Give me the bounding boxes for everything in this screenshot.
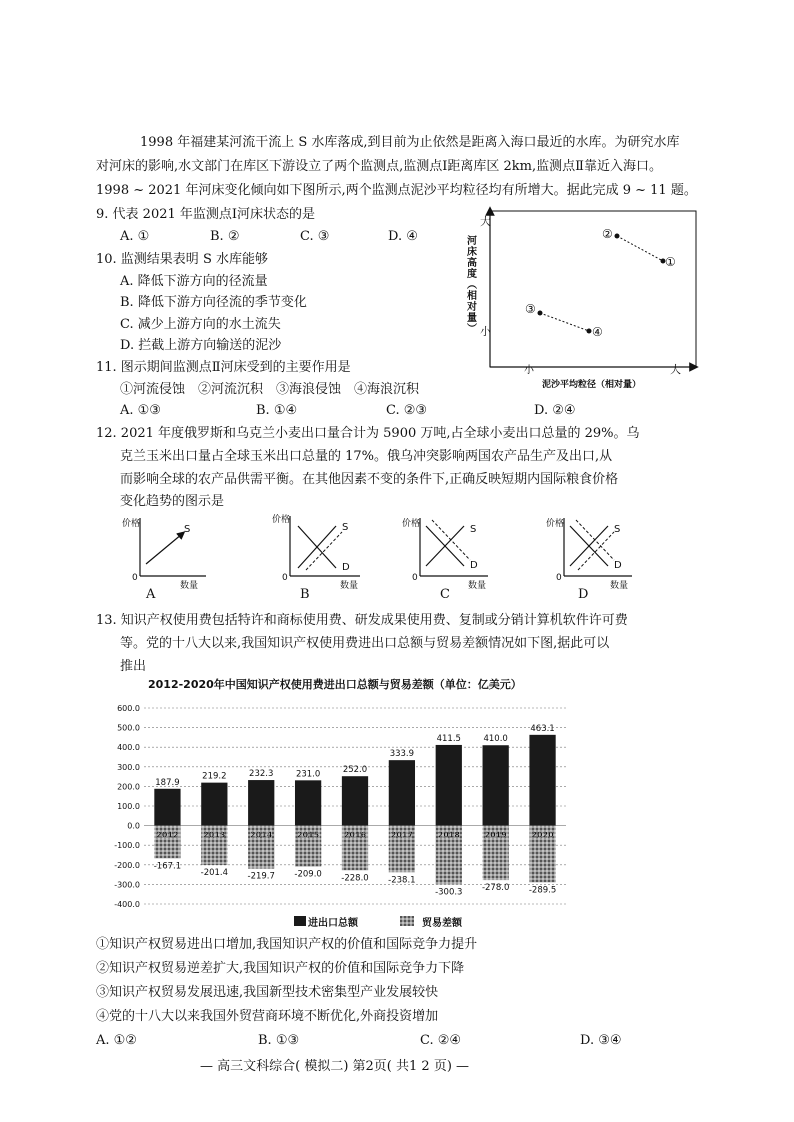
graph-a-letter: A: [146, 587, 156, 602]
q10-option-a: A. 降低下游方向的径流量: [120, 274, 268, 289]
y-tick-label: -400.0: [114, 900, 140, 909]
x-axis-left-label: 小: [524, 365, 534, 376]
y-tick-label: 500.0: [117, 723, 140, 733]
data-label-balance: -219.7: [247, 871, 275, 882]
data-label-total: 232.3: [249, 769, 274, 780]
q13-line-2: 等。党的十八大以来,我国知识产权使用费进出口总额与贸易差额情况如下图,据此可以: [120, 636, 610, 651]
graph-c-price-label: 价格: [402, 519, 421, 529]
q13-option-c: C. ②④: [420, 1033, 462, 1048]
graph-d-letter: D: [578, 587, 589, 602]
river-bed-figure: [462, 205, 702, 395]
graph-b-price-label: 价格: [272, 515, 291, 525]
y-axis-label: 河床高度（相对量）: [464, 235, 476, 334]
legend-balance-label: 贸易差额: [422, 918, 462, 929]
graph-a-origin: 0: [132, 573, 138, 583]
graph-d-price-label: 价格: [546, 519, 565, 529]
category-label: 2013: [203, 830, 226, 840]
category-label: 2017: [390, 830, 414, 840]
q10-option-d: D. 拦截上游方向输送的泥沙: [120, 338, 282, 353]
q13-option-d: D. ③④: [580, 1033, 622, 1048]
q13-line-1: 13. 知识产权使用费包括特许和商标使用费、研发成果使用费、复制或分销计算机软件许可费: [96, 613, 628, 628]
point-3-label: ③: [525, 302, 536, 316]
legend-swatch-total: [294, 916, 306, 926]
bar-total-2018: [436, 745, 462, 826]
data-label-balance: -201.4: [200, 868, 229, 879]
data-label-balance: -209.0: [294, 869, 322, 880]
data-label-balance: -238.1: [388, 875, 416, 886]
q9-option-d: D. ④: [388, 229, 418, 244]
category-label: 2019: [484, 830, 507, 840]
category-label: 2012: [156, 830, 179, 840]
intro-line-3: 1998 ~ 2021 年河床变化倾向如下图所示,两个监测点泥沙平均粒径均有所增大。据此完成 9 ~ 11 题。: [96, 183, 697, 198]
q11-items: ①河流侵蚀 ②河流沉积 ③海浪侵蚀 ④海浪沉积: [120, 382, 420, 397]
legend-total-label: 进出口总额: [308, 918, 358, 929]
data-label-total: 463.1: [530, 723, 555, 734]
y-tick-label: 100.0: [117, 802, 140, 811]
supply-demand-graphs: [118, 512, 638, 598]
x-axis-right-label: 大: [670, 363, 681, 376]
data-label-total: 333.9: [389, 749, 415, 760]
data-label-total: 187.9: [155, 777, 180, 788]
graph-c-origin: 0: [412, 573, 418, 583]
graph-d-d-label: D: [614, 560, 622, 571]
graph-b-d-label: D: [342, 562, 350, 573]
q13-line-3: 推出: [120, 659, 147, 674]
bar-total-2019: [483, 745, 509, 825]
data-label-total: 252.0: [342, 765, 368, 776]
point-2-label: ②: [602, 227, 613, 241]
chart-legend: [294, 916, 463, 929]
legend-swatch-balance: [400, 916, 414, 926]
graph-a-quantity-label: 数量: [180, 581, 199, 591]
y-tick-label: -100.0: [114, 841, 140, 851]
data-label-balance: -228.0: [341, 873, 369, 884]
q10-option-b: B. 降低下游方向径流的季节变化: [120, 295, 307, 310]
q11-stem: 11. 图示期间监测点Ⅱ河床受到的主要作用是: [96, 360, 351, 375]
q13-statement-1: ①知识产权贸易进出口增加,我国知识产权的价值和国际竞争力提升: [96, 937, 478, 952]
category-label: 2014: [250, 830, 273, 840]
intro-line-1: 1998 年福建某河流干流上 S 水库落成,到目前为止依然是距离入海口最近的水库。为研究水库: [140, 135, 680, 150]
trade-bar-chart: [96, 676, 586, 934]
graph-a-s-label: S: [184, 524, 191, 535]
q13-statement-3: ③知识产权贸易发展迅速,我国新型技术密集型产业发展较快: [96, 985, 439, 1000]
y-tick-label: -300.0: [114, 880, 140, 890]
q13-statement-2: ②知识产权贸易逆差扩大,我国知识产权的价值和国际竞争力下降: [96, 961, 465, 976]
y-tick-label: 300.0: [117, 762, 140, 772]
data-label-total: 231.0: [295, 769, 321, 780]
graph-c-letter: C: [440, 587, 450, 602]
y-tick-label: -200.0: [114, 860, 140, 870]
data-label-balance: -289.5: [528, 885, 557, 896]
graph-c-quantity-label: 数量: [468, 581, 487, 591]
data-label-total: 219.2: [202, 771, 227, 782]
bar-total-2014: [248, 780, 274, 826]
q9-option-b: B. ②: [210, 229, 240, 244]
graph-b: [272, 513, 360, 591]
graph-c-d-label: D: [470, 560, 478, 571]
q11-option-a: A. ①③: [120, 403, 161, 418]
q9-option-c: C. ③: [300, 229, 330, 244]
q13-option-a: A. ①②: [96, 1033, 137, 1048]
bar-total-2017: [389, 760, 415, 825]
graph-d-origin: 0: [556, 573, 562, 583]
category-label: 2015: [296, 830, 320, 840]
q12-line-1: 12. 2021 年度俄罗斯和乌克兰小麦出口量合计为 5900 万吨,占全球小麦出口总量的 29%。乌: [96, 426, 640, 441]
q11-option-d: D. ②④: [534, 403, 576, 418]
data-label-balance: -167.1: [153, 861, 182, 872]
q9-option-a: A. ①: [120, 229, 150, 244]
q12-line-4: 变化趋势的图示是: [120, 494, 225, 509]
data-label-balance: -278.0: [481, 883, 510, 894]
graph-d-s-label: S: [614, 524, 621, 535]
page-footer: — 高三文科综合( 模拟二) 第2页( 共1 2 页) —: [200, 1059, 470, 1074]
q9-stem: 9. 代表 2021 年监测点Ⅰ河床状态的是: [96, 207, 316, 222]
q12-line-3: 而影响全球的农产品供需平衡。在其他因素不变的条件下,正确反映短期内国际粮食价格: [120, 472, 619, 487]
data-label-total: 411.5: [436, 733, 461, 744]
data-label-balance: -300.3: [435, 887, 463, 898]
y-tick-label: 600.0: [117, 704, 140, 713]
y-axis-top-label: 大: [480, 215, 491, 228]
bar-total-2015: [295, 780, 321, 825]
q10-option-c: C. 减少上游方向的水土流失: [120, 317, 281, 332]
category-label: 2020: [531, 830, 554, 840]
category-label: 2016: [343, 830, 367, 840]
graph-b-quantity-label: 数量: [340, 581, 359, 591]
graph-c-s-label: S: [470, 524, 477, 535]
bar-total-2012: [154, 789, 180, 826]
graph-b-s-label: S: [342, 522, 349, 533]
x-axis-label: 泥沙平均粒径（相对量）: [542, 380, 642, 390]
q12-line-2: 克兰玉米出口量占全球玉米出口总量的 17%。俄乌冲突影响两国农产品生产及出口,从: [120, 449, 613, 464]
point-1-label: ①: [665, 255, 676, 269]
y-tick-label: 0.0: [127, 821, 140, 831]
q13-option-b: B. ①③: [258, 1033, 300, 1048]
graph-d-quantity-label: 数量: [610, 581, 629, 591]
bar-total-2016: [342, 776, 368, 825]
bar-total-2013: [201, 783, 227, 826]
graph-d: [546, 517, 632, 591]
intro-line-2: 对河床的影响,水文部门在库区下游设立了两个监测点,监测点Ⅰ距离库区 2km,监测点Ⅱ靠近入海口。: [96, 159, 662, 174]
q13-statement-4: ④党的十八大以来我国外贸营商环境不断优化,外商投资增加: [96, 1009, 439, 1024]
q11-option-c: C. ②③: [386, 403, 428, 418]
bar-total-2020: [529, 735, 555, 826]
y-tick-label: 400.0: [117, 743, 140, 753]
chart-title: 2012-2020年中国知识产权使用费进出口总额与贸易差额（单位：亿美元）: [148, 678, 522, 691]
q10-stem: 10. 监测结果表明 S 水库能够: [96, 252, 268, 267]
q11-option-b: B. ①④: [256, 403, 298, 418]
y-axis-bottom-label: 小: [480, 325, 491, 338]
data-label-total: 410.0: [483, 734, 508, 745]
graph-c: [402, 517, 488, 591]
point-4-label: ④: [592, 325, 603, 339]
graph-b-origin: 0: [282, 573, 288, 583]
graph-a: [122, 517, 206, 591]
graph-b-letter: B: [300, 587, 310, 602]
y-tick-label: 200.0: [117, 782, 140, 792]
graph-a-price-label: 价格: [122, 519, 141, 529]
category-label: 2018: [437, 830, 460, 840]
